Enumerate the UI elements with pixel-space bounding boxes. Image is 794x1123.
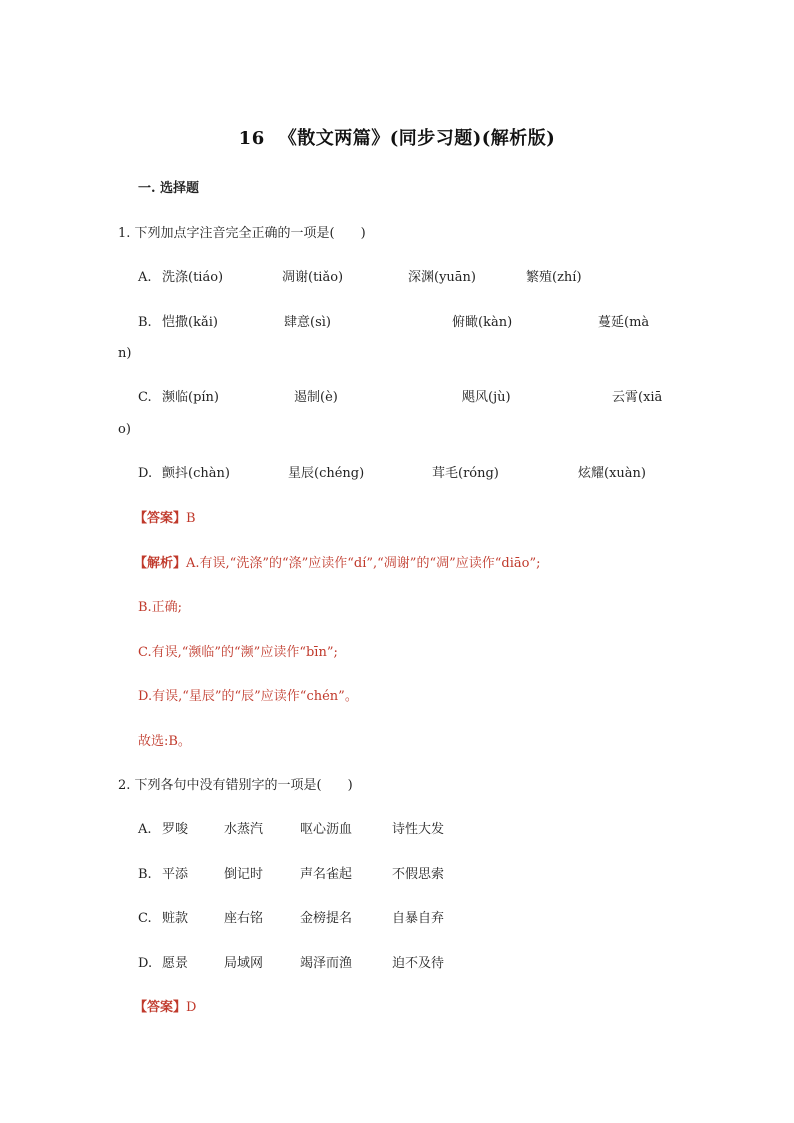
q1-conclusion: 故选:B。 <box>138 734 191 749</box>
q1-analysis-line-3: C.有误,“濒临”的“濒”应读作“bīn”; <box>138 645 338 660</box>
q2-option-d-item-2: 局域网 <box>224 956 264 971</box>
q2-option-c-item-1: 赃款 <box>162 911 189 926</box>
q1-option-d-item-4: 炫耀(xuàn) <box>578 466 646 481</box>
q1-option-c-wrap: o) <box>118 422 131 437</box>
q1-option-b-item-3: 俯瞰(kàn) <box>452 315 513 330</box>
q1-option-a-item-4: 繁殖(zhí) <box>526 270 582 285</box>
q2-option-c-item-2: 座右铭 <box>224 911 264 926</box>
q1-option-c-letter: C. <box>138 390 152 405</box>
q1-option-c-item-4: 云霄(xiā <box>612 390 663 405</box>
q2-option-b-item-1: 平添 <box>162 867 189 882</box>
q2-option-b-item-4: 不假思索 <box>392 867 445 882</box>
q2-answer-label: 【答案】 <box>134 1000 187 1015</box>
q2-option-a-item-4: 诗性大发 <box>392 822 445 837</box>
page-title <box>0 124 794 150</box>
q1-analysis-label: 【解析】 <box>134 556 187 571</box>
q2-option-c-letter: C. <box>138 911 152 926</box>
q2-option-a-item-1: 罗唆 <box>162 822 189 837</box>
q2-option-c-item-3: 金榜提名 <box>300 911 353 926</box>
q1-option-a-letter: A. <box>138 270 152 285</box>
q2-option-d-item-3: 竭泽而渔 <box>300 956 353 971</box>
title-text: 《散文两篇》(同步习题)(解析版) <box>278 128 556 149</box>
q2-option-a-letter: A. <box>138 822 152 837</box>
section-heading: 一. 选择题 <box>138 181 200 196</box>
q1-option-b-item-2: 肆意(sì) <box>284 315 331 330</box>
q1-option-b-wrap: n) <box>118 346 132 361</box>
q1-option-a-item-1: 洗涤(tiáo) <box>162 270 224 285</box>
q1-answer-value: B <box>186 511 196 526</box>
q1-option-d-item-3: 茸毛(róng) <box>432 466 499 481</box>
q2-option-d-item-1: 愿景 <box>162 956 189 971</box>
q1-analysis-line-2: B.正确; <box>138 600 183 615</box>
q1-analysis-text-1: A.有误,“洗涤”的“涤”应读作“dí”,“凋谢”的“凋”应读作“diāo”; <box>186 556 541 571</box>
q1-option-d-item-2: 星辰(chéng) <box>288 466 365 481</box>
q1-analysis-line-1 <box>134 555 540 573</box>
q2-answer <box>134 999 196 1017</box>
q1-answer-label: 【答案】 <box>134 511 187 526</box>
q2-option-d-letter: D. <box>138 956 153 971</box>
q1-answer <box>134 510 196 528</box>
question-1-stem: 1. 下列加点字注音完全正确的一项是( ) <box>118 226 366 241</box>
q1-option-b-item-4: 蔓延(mà <box>598 315 650 330</box>
q2-option-a-item-2: 水蒸汽 <box>224 822 264 837</box>
q1-option-d-item-1: 颤抖(chàn) <box>162 466 230 481</box>
q2-option-c-item-4: 自暴自弃 <box>392 911 445 926</box>
title-number: 16 <box>238 128 265 149</box>
question-2-stem: 2. 下列各句中没有错别字的一项是( ) <box>118 778 353 793</box>
q1-option-a-item-3: 深渊(yuān) <box>408 270 476 285</box>
q2-answer-value: D <box>186 1000 197 1015</box>
q2-option-b-item-2: 倒记时 <box>224 867 264 882</box>
q1-option-c-item-3: 飓风(jù) <box>462 390 511 405</box>
q1-option-b-letter: B. <box>138 315 152 330</box>
q2-option-b-item-3: 声名雀起 <box>300 867 353 882</box>
q1-analysis-line-4: D.有误,“星辰”的“辰”应读作“chén”。 <box>138 689 358 704</box>
q2-option-b-letter: B. <box>138 867 152 882</box>
q1-option-a-item-2: 凋谢(tiǎo) <box>282 270 344 285</box>
q2-option-a-item-3: 呕心沥血 <box>300 822 353 837</box>
q1-option-d-letter: D. <box>138 466 153 481</box>
q2-option-d-item-4: 迫不及待 <box>392 956 445 971</box>
q1-option-c-item-2: 遏制(è) <box>294 390 338 405</box>
q1-option-c-item-1: 濒临(pín) <box>162 390 219 405</box>
q1-option-b-item-1: 恺撒(kǎi) <box>162 315 218 330</box>
